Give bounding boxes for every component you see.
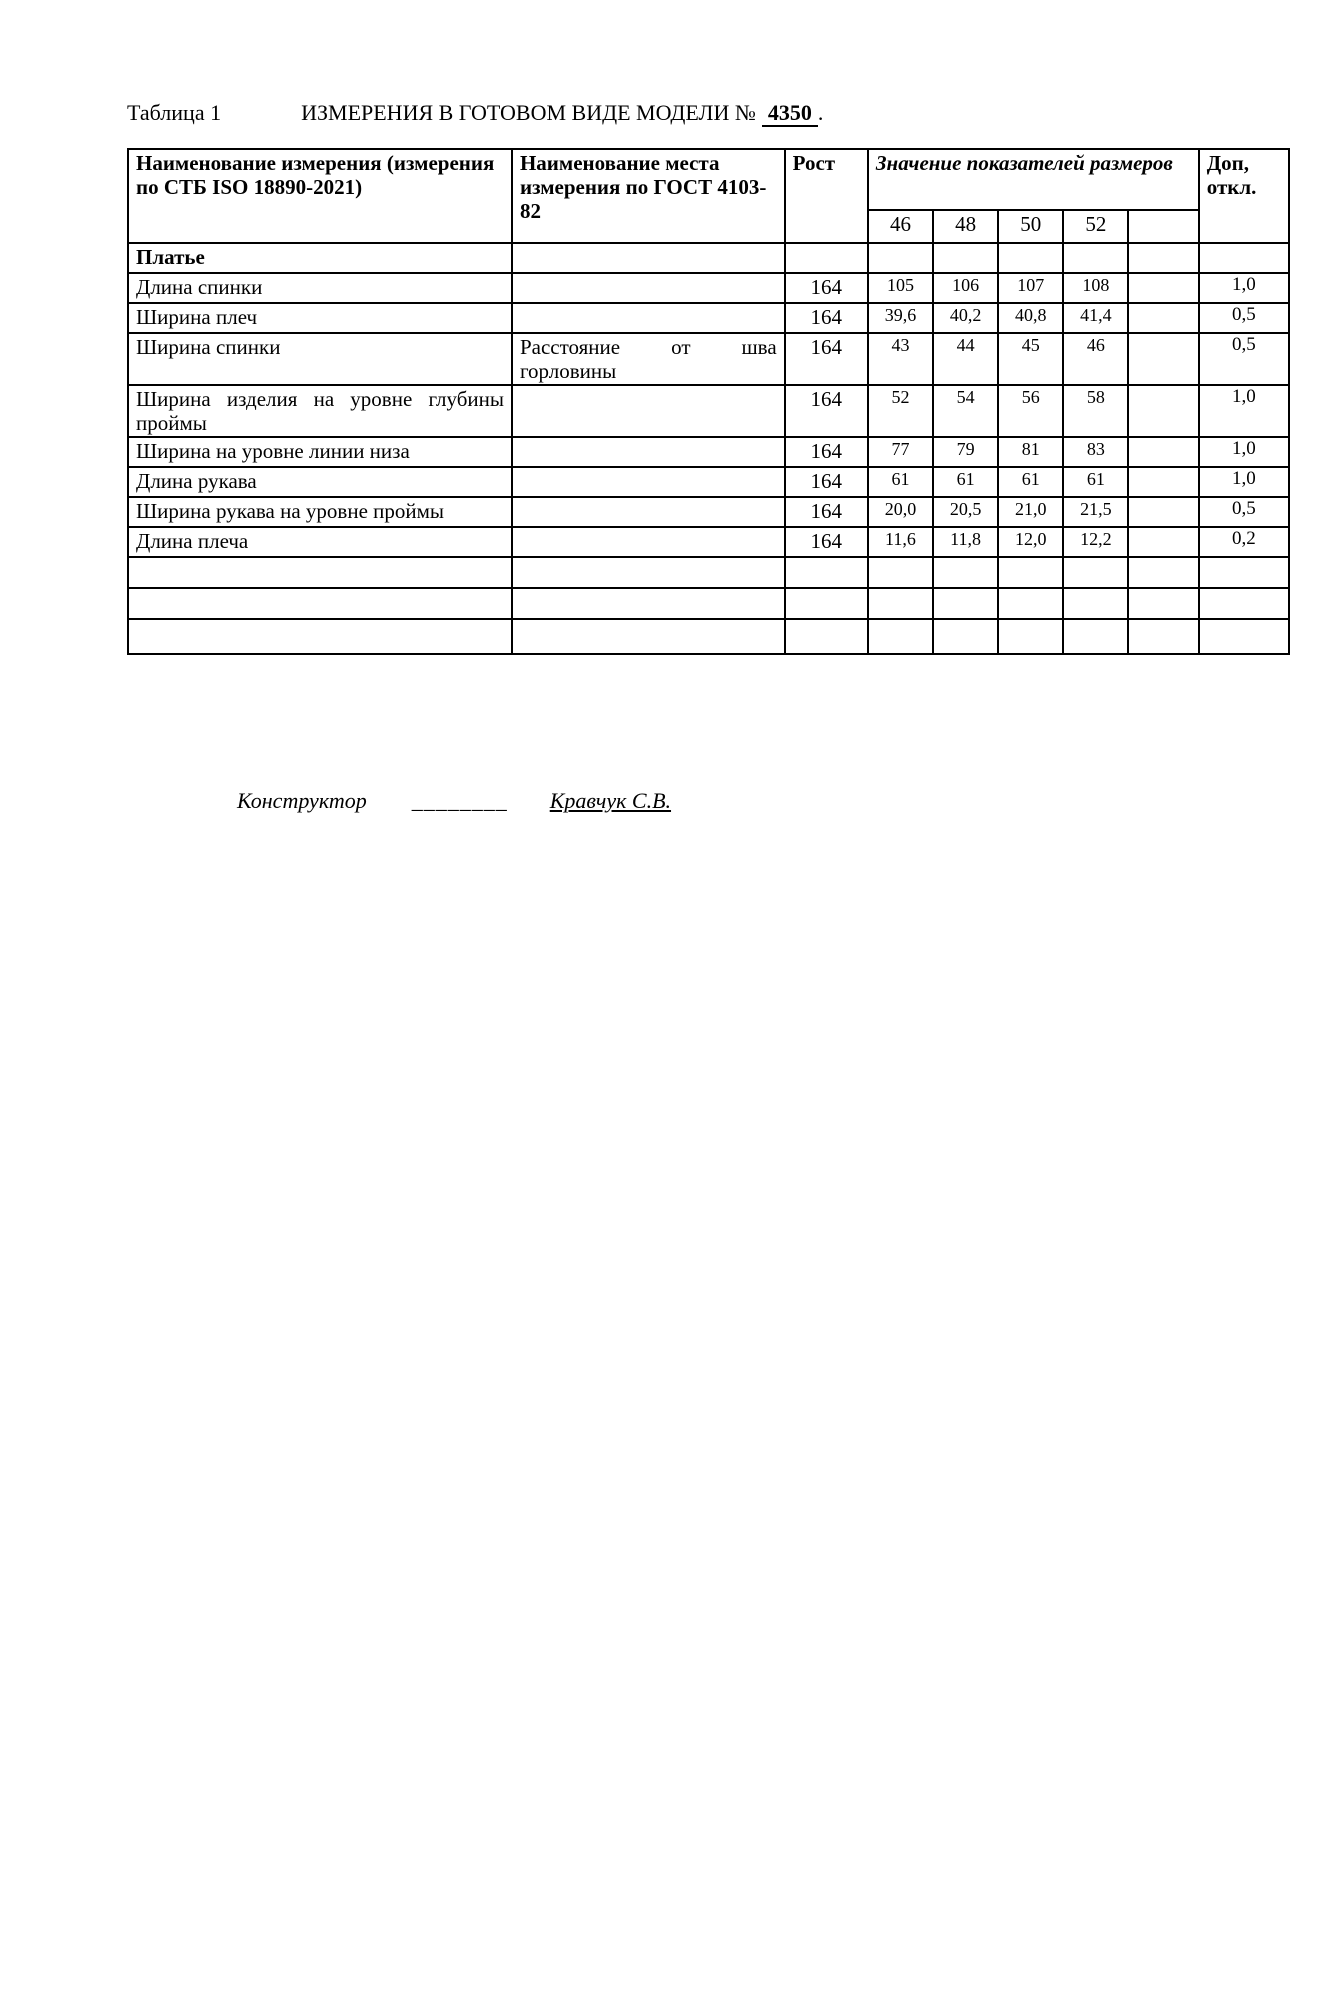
size-value-cell: 45 <box>998 333 1063 385</box>
size-value-cell <box>1128 557 1198 588</box>
size-value-cell: 61 <box>1063 467 1128 497</box>
size-value-cell <box>1063 619 1128 654</box>
size-value-cell: 54 <box>933 385 998 437</box>
size-header-50: 50 <box>998 210 1063 243</box>
measurement-name-cell: Ширина изделия на уровне глубины проймы <box>128 385 512 437</box>
measurement-name-cell <box>128 619 512 654</box>
place-cell <box>512 619 785 654</box>
tolerance-cell: 1,0 <box>1199 437 1289 467</box>
size-value-cell: 40,2 <box>933 303 998 333</box>
height-cell: 164 <box>785 303 868 333</box>
size-header-empty <box>1128 210 1198 243</box>
height-cell: 164 <box>785 333 868 385</box>
height-cell: 164 <box>785 273 868 303</box>
size-value-cell: 20,5 <box>933 497 998 527</box>
size-value-cell: 39,6 <box>868 303 933 333</box>
model-number: 4350 <box>762 100 818 127</box>
size-value-cell <box>868 243 933 273</box>
size-value-cell: 20,0 <box>868 497 933 527</box>
size-value-cell: 79 <box>933 437 998 467</box>
height-cell <box>785 588 868 619</box>
height-cell: 164 <box>785 497 868 527</box>
table-row <box>128 333 1289 385</box>
place-cell <box>512 437 785 467</box>
tolerance-cell <box>1199 243 1289 273</box>
size-value-cell <box>868 619 933 654</box>
size-value-cell <box>1128 527 1198 557</box>
size-value-cell <box>998 619 1063 654</box>
size-value-cell <box>933 588 998 619</box>
size-value-cell <box>868 557 933 588</box>
place-cell <box>512 527 785 557</box>
table-row <box>128 467 1289 497</box>
size-value-cell: 12,0 <box>998 527 1063 557</box>
tolerance-cell: 0,5 <box>1199 497 1289 527</box>
size-value-cell <box>1128 303 1198 333</box>
height-cell: 164 <box>785 527 868 557</box>
size-value-cell <box>1063 243 1128 273</box>
tolerance-cell: 1,0 <box>1199 385 1289 437</box>
header-tolerance: Доп, откл. <box>1199 149 1289 243</box>
empty-table-row <box>128 619 1289 654</box>
size-value-cell: 12,2 <box>1063 527 1128 557</box>
size-value-cell <box>1128 273 1198 303</box>
empty-table-row <box>128 557 1289 588</box>
size-value-cell: 105 <box>868 273 933 303</box>
measurement-name-cell: Длина рукава <box>128 467 512 497</box>
size-value-cell: 107 <box>998 273 1063 303</box>
size-value-cell: 41,4 <box>1063 303 1128 333</box>
size-value-cell <box>998 588 1063 619</box>
tolerance-cell <box>1199 557 1289 588</box>
title-period: . <box>817 100 824 125</box>
place-cell <box>512 243 785 273</box>
size-value-cell: 61 <box>868 467 933 497</box>
tolerance-cell: 0,5 <box>1199 333 1289 385</box>
size-value-cell <box>1128 497 1198 527</box>
measurement-name-cell: Ширина плеч <box>128 303 512 333</box>
tolerance-cell <box>1199 588 1289 619</box>
place-cell <box>512 273 785 303</box>
measurement-name-cell <box>128 588 512 619</box>
measurement-name-cell: Ширина рукава на уровне проймы <box>128 497 512 527</box>
size-value-cell: 43 <box>868 333 933 385</box>
measurement-name-cell: Длина плеча <box>128 527 512 557</box>
size-value-cell <box>868 588 933 619</box>
header-measurement-place: Наименование места измерения по ГОСТ 4103-82 <box>512 149 785 243</box>
place-cell: Расстояние от шва горловины <box>512 333 785 385</box>
tolerance-cell: 1,0 <box>1199 467 1289 497</box>
place-cell <box>512 385 785 437</box>
table-row <box>128 385 1289 437</box>
empty-table-row <box>128 588 1289 619</box>
height-cell: 164 <box>785 437 868 467</box>
place-cell <box>512 588 785 619</box>
size-value-cell: 11,6 <box>868 527 933 557</box>
table-row <box>128 273 1289 303</box>
measurement-name-cell: Ширина спинки <box>128 333 512 385</box>
size-value-cell: 56 <box>998 385 1063 437</box>
size-header-46: 46 <box>868 210 933 243</box>
size-header-52: 52 <box>1063 210 1128 243</box>
header-measurement-name: Наименование измерения (измерения по СТБ ISO 18890-2021) <box>128 149 512 243</box>
group-row-dress <box>128 243 1289 273</box>
group-label-cell: Платье <box>128 243 512 273</box>
size-value-cell <box>1128 467 1198 497</box>
signature-block <box>237 788 671 814</box>
size-value-cell <box>933 243 998 273</box>
height-cell <box>785 243 868 273</box>
size-value-cell <box>1128 243 1198 273</box>
size-value-cell: 11,8 <box>933 527 998 557</box>
place-cell <box>512 497 785 527</box>
tolerance-cell: 0,2 <box>1199 527 1289 557</box>
signer-name: Кравчук С.В. <box>549 788 672 813</box>
size-value-cell <box>1063 588 1128 619</box>
size-header-48: 48 <box>933 210 998 243</box>
size-value-cell: 108 <box>1063 273 1128 303</box>
measurement-name-cell: Ширина на уровне линии низа <box>128 437 512 467</box>
size-value-cell <box>1128 619 1198 654</box>
constructor-label: Конструктор <box>237 788 367 813</box>
measurement-name-cell: Длина спинки <box>128 273 512 303</box>
size-value-cell <box>1128 385 1198 437</box>
size-value-cell: 58 <box>1063 385 1128 437</box>
document-title <box>127 100 823 126</box>
table-row <box>128 437 1289 467</box>
size-value-cell: 61 <box>933 467 998 497</box>
size-value-cell <box>1128 437 1198 467</box>
table-row <box>128 303 1289 333</box>
size-value-cell: 61 <box>998 467 1063 497</box>
signature-line: ________ <box>411 788 508 813</box>
size-value-cell <box>1128 333 1198 385</box>
table-row <box>128 527 1289 557</box>
tolerance-cell: 1,0 <box>1199 273 1289 303</box>
size-value-cell: 46 <box>1063 333 1128 385</box>
table-number-label: Таблица 1 <box>127 100 222 125</box>
size-value-cell: 77 <box>868 437 933 467</box>
measurement-name-cell <box>128 557 512 588</box>
tolerance-cell: 0,5 <box>1199 303 1289 333</box>
size-value-cell: 106 <box>933 273 998 303</box>
size-value-cell: 21,0 <box>998 497 1063 527</box>
size-value-cell <box>1063 557 1128 588</box>
height-cell: 164 <box>785 467 868 497</box>
height-cell: 164 <box>785 385 868 437</box>
size-value-cell: 83 <box>1063 437 1128 467</box>
place-cell <box>512 467 785 497</box>
size-value-cell <box>933 557 998 588</box>
place-cell <box>512 557 785 588</box>
size-value-cell: 40,8 <box>998 303 1063 333</box>
height-cell <box>785 619 868 654</box>
size-value-cell: 52 <box>868 385 933 437</box>
size-value-cell: 21,5 <box>1063 497 1128 527</box>
size-value-cell <box>998 557 1063 588</box>
place-cell <box>512 303 785 333</box>
table-row <box>128 497 1289 527</box>
size-value-cell <box>1128 588 1198 619</box>
size-value-cell <box>933 619 998 654</box>
header-height: Рост <box>785 149 868 243</box>
height-cell <box>785 557 868 588</box>
tolerance-cell <box>1199 619 1289 654</box>
size-value-cell <box>998 243 1063 273</box>
size-value-cell: 81 <box>998 437 1063 467</box>
size-value-cell: 44 <box>933 333 998 385</box>
header-size-values: Значение показателей размеров <box>868 149 1199 210</box>
title-heading: ИЗМЕРЕНИЯ В ГОТОВОМ ВИДЕ МОДЕЛИ № <box>301 100 756 125</box>
measurements-table <box>127 148 1290 655</box>
header-row-main <box>128 149 1289 210</box>
